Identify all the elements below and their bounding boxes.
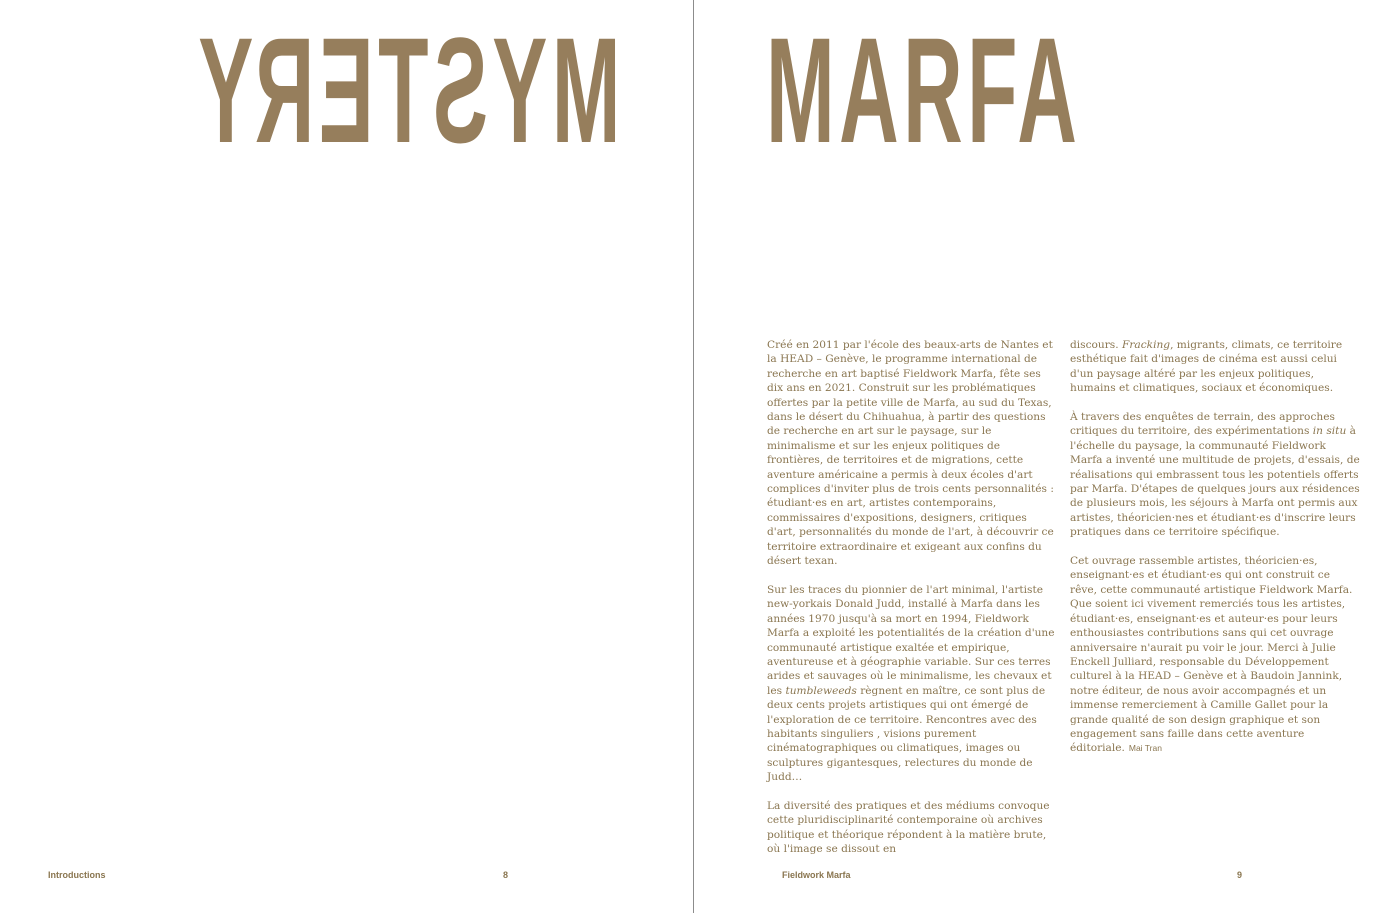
- left-page-number: 8: [503, 870, 509, 880]
- text-column-2: [1070, 338, 1360, 770]
- paragraph: Créé en 2011 par l'école des beaux-arts de Nantes et la HEAD – Genève, le programme international de recherche en art baptisé Fieldwork Marfa, fête ses dix ans en 2021. Construit sur les problématiques offertes par la petite ville de Marfa, au sud du Texas, dans le désert du Chihuahua, à partir des questions de recherche en art sur le paysage, sur le minimalisme et sur les enjeux politiques de frontières, de territoires et de migrations, cette aventure américaine a permis à deux écoles d'art complices d'inviter plus de trois cents personnalités : étudiant·es en art, artistes contemporains, commissaires d'expositions, designers, critiques d'art, personnalités du monde de l'art, à découvrir ce territoire extraordinaire et exigeant aux confins du désert texan.: [767, 339, 1054, 568]
- right-page-number: 9: [1237, 870, 1243, 880]
- right-page: [694, 0, 1386, 913]
- footer-section-label: Introductions: [48, 870, 106, 880]
- author-signature: Mai Tran: [1128, 743, 1162, 754]
- paragraph: discours. Fracking, migrants, climats, ce territoire esthétique fait d'images de cinéma est aussi celui d'un paysage altéré par les enjeux politiques, humains et climatiques, sociaux et économiques.: [1070, 339, 1343, 395]
- paragraph: Sur les traces du pionnier de l'art minimal, l'artiste new-yorkais Donald Judd, installé à Marfa dans les années 1970 jusqu'à sa mort en 1994, Fieldwork Marfa a exploité les potentialités de la création d'une communauté artistique exaltée et empirique, aventureuse et à géographie variable. Sur ces terres arides et sauvages où le minimalisme, les chevaux et les tumbleweeds règnent en maître, ce sont plus de deux cents projets artistiques qui ont émergé de l'exploration de ce territoire. Rencontres avec des habitants singuliers , visions purement cinématographiques ou climatiques, images ou sculptures gigantesques, relectures du monde de Judd…: [767, 583, 1055, 784]
- left-headline-wrap: [194, 6, 621, 174]
- text-column-1: [767, 338, 1057, 871]
- paragraph: À travers des enquêtes de terrain, des approches critiques du territoire, des expérimentations in situ à l'échelle du paysage, la communauté Fieldwork Marfa a inventé une multitude de projets, d'essais, de réalisations qui embrassent tous les potentiels offerts par Marfa. D'étapes de quelques jours aux résidences de plusieurs mois, les séjours à Marfa ont permis aux artistes, théoricien·nes et étudiant·es d'inscrire leurs pratiques dans ce territoire spécifique.: [1070, 411, 1360, 539]
- paragraph: Cet ouvrage rassemble artistes, théoricien·es, enseignant·es et étudiant·es qui ont construit ce rêve, cette communauté artistique Fieldwork Marfa. Que soient ici vivement remerciés tous les artistes, étudiant·es, enseignant·es et auteur·es pour leurs enthousiastes contributions sans qui cet ouvrage anniversaire n'aurait pu voir le jour. Merci à Julie Enckell Julliard, responsable du Développement culturel à la HEAD – Genève et à Baudoin Jannink, notre éditeur, de nous avoir accompagnés et un immense remerciement à Camille Gallet pour la grande qualité de son design graphique et son engagement sans faille dans cette aventure éditoriale. Mai Tran: [1070, 555, 1353, 755]
- footer-book-title: Fieldwork Marfa: [782, 870, 851, 880]
- paragraph: La diversité des pratiques et des médiums convoque cette pluridisciplinarité contemporaine où archives politique et théorique répondent à la matière brute, où l'image se dissout en: [767, 799, 1050, 856]
- right-headline: MARFA: [766, 6, 1082, 174]
- left-headline-mirrored: MYSTERY: [194, 6, 621, 174]
